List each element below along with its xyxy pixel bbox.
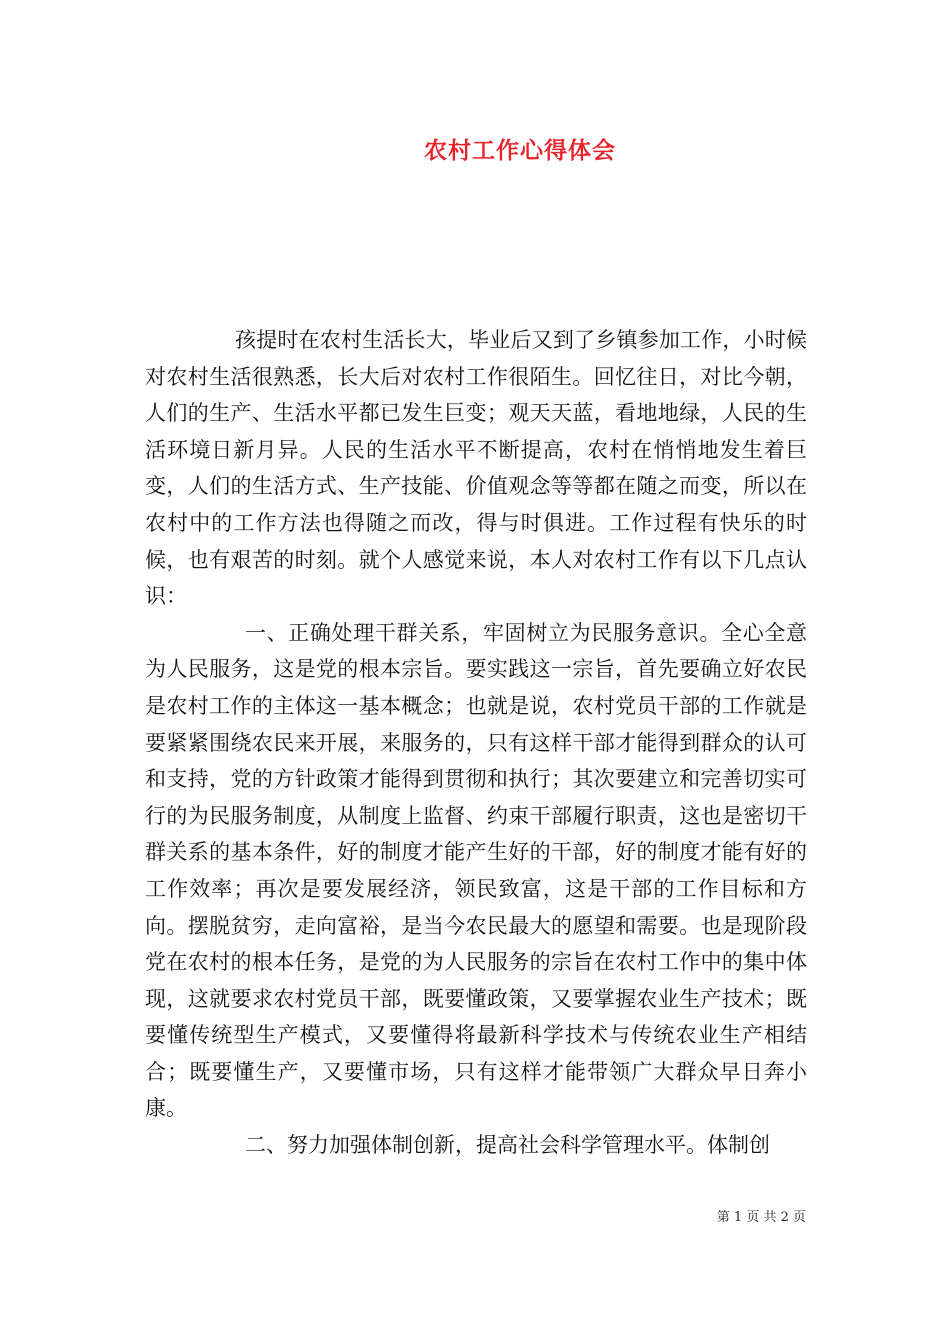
page-title: 农村工作心得体会 [424, 137, 616, 164]
document-body [145, 322, 807, 1164]
paragraph-point-two: 二、努力加强体制创新，提高社会科学管理水平。体制创 [245, 1133, 770, 1158]
paragraph-intro: 孩提时在农村生活长大，毕业后又到了乡镇参加工作，小时候对农村生活很熟悉，长大后对农村工作很陌生。回忆往日，对比今朝，人们的生产、生活水平都已发生巨变；观天天蓝，看地地绿，人民的生活环境日新月异。人民的生活水平不断提高，农村在悄悄地发生着巨变，人们的生活方式、生产技能、价值观念等等都在随之而变，所以在农村中的工作方法也得随之而改，得与时俱进。工作过程有快乐的时候，也有艰苦的时刻。就个人感觉来说，本人对农村工作有以下几点认识： [145, 328, 807, 609]
paragraph-point-one: 一、正确处理干群关系，牢固树立为民服务意识。全心全意为人民服务，这是党的根本宗旨。要实践这一宗旨，首先要确立好农民是农村工作的主体这一基本概念；也就是说，农村党员干部的工作就是要紧紧围绕农民来开展，来服务的，只有这样干部才能得到群众的认可和支持，党的方针政策才能得到贯彻和执行；其次要建立和完善切实可行的为民服务制度，从制度上监督、约束干部履行职责，这也是密切干群关系的基本条件，好的制度才能产生好的干部，好的制度才能有好的工作效率；再次是要发展经济，领民致富，这是干部的工作目标和方向。摆脱贫穷，走向富裕，是当今农民最大的愿望和需要。也是现阶段党在农村的根本任务，是党的为人民服务的宗旨在农村工作中的集中体现，这就要求农村党员干部，既要懂政策，又要掌握农业生产技术；既要懂传统型生产模式，又要懂得将最新科学技术与传统农业生产相结合；既要懂生产，又要懂市场，只有这样才能带领广大群众早日奔小康。 [145, 620, 807, 1121]
page-number-footer: 第 1 页 共 2 页 [716, 1210, 806, 1225]
